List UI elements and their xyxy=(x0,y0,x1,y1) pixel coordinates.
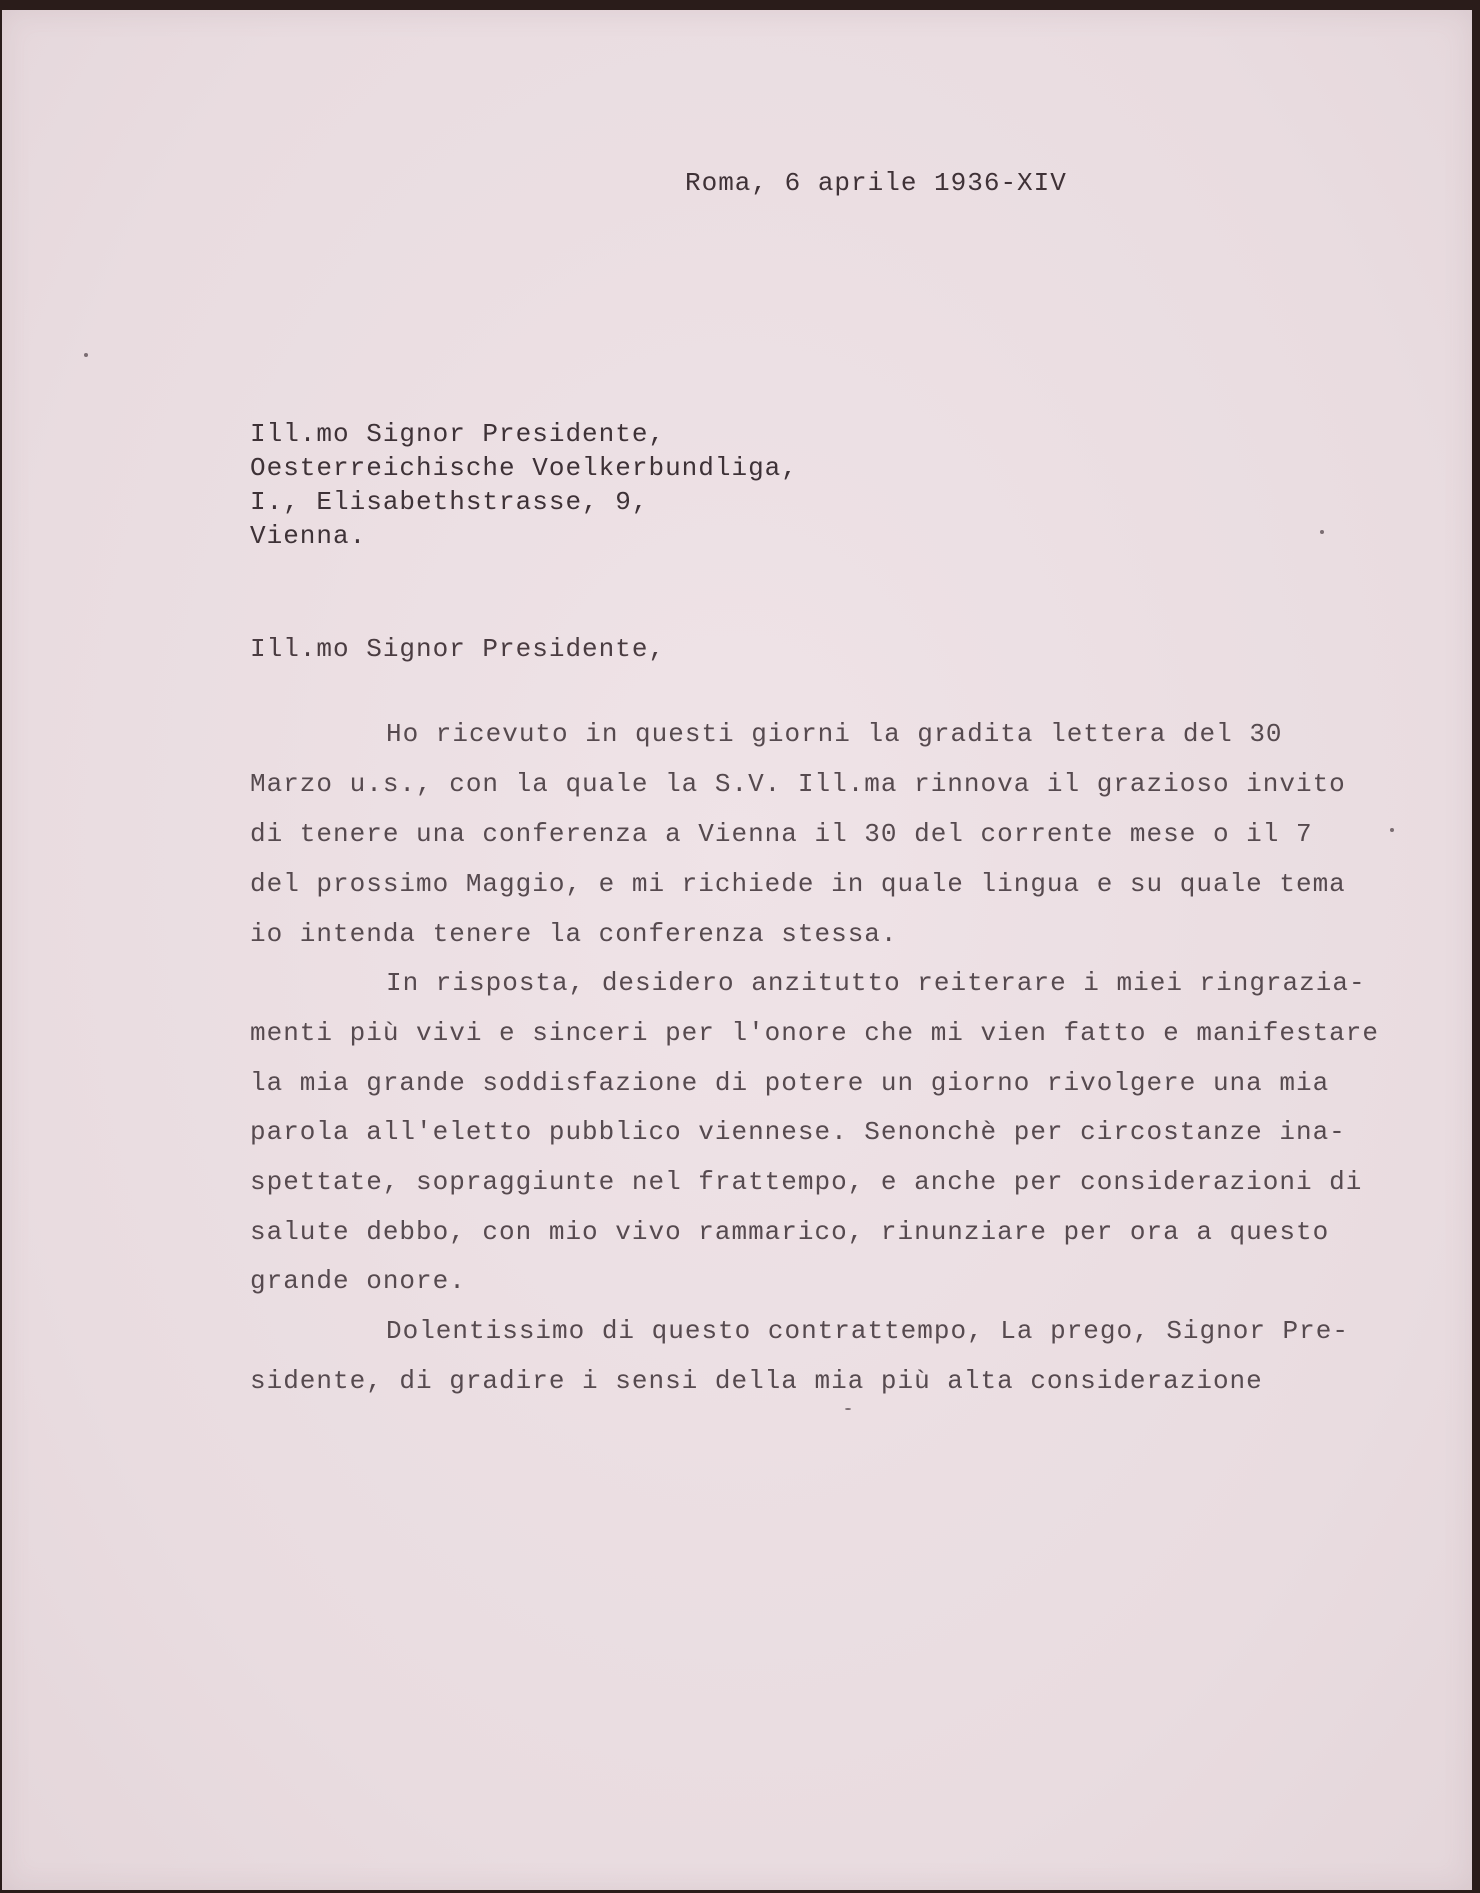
letter-page xyxy=(2,10,1472,1890)
paper-speck xyxy=(1390,828,1394,832)
salutation: Ill.mo Signor Presidente, xyxy=(250,634,666,664)
body-line-3: di tenere una conferenza a Vienna il 30 del corrente mese o il 7 xyxy=(250,819,1313,849)
body-line-11: salute debbo, con mio vivo rammarico, rinunziare per ora a questo xyxy=(250,1217,1330,1247)
body-line-7: menti più vivi e sinceri per l'onore che mi vien fatto e manifestare xyxy=(250,1018,1379,1048)
body-line-2: Marzo u.s., con la quale la S.V. Ill.ma rinnova il grazioso invito xyxy=(250,769,1346,799)
body-line-8: la mia grande soddisfazione di potere un giorno rivolgere una mia xyxy=(250,1068,1330,1098)
body-line-9: parola all'eletto pubblico viennese. Senonchè per circostanze ina- xyxy=(250,1117,1346,1147)
body-line-12: grande onore. xyxy=(250,1266,466,1296)
body-line-1: Ho ricevuto in questi giorni la gradita lettera del 30 xyxy=(386,719,1283,749)
paper-speck xyxy=(1320,530,1324,534)
body-line-5: io intenda tenere la conferenza stessa. xyxy=(250,919,898,949)
body-line-6: In risposta, desidero anzitutto reiterare i miei ringrazia- xyxy=(386,968,1366,998)
paper-speck xyxy=(845,1408,851,1410)
body-line-13: Dolentissimo di questo contrattempo, La prego, Signor Pre- xyxy=(386,1316,1349,1346)
letter-date: Roma, 6 aprile 1936-XIV xyxy=(685,168,1067,198)
body-line-10: spettate, sopraggiunte nel frattempo, e anche per considerazioni di xyxy=(250,1167,1363,1197)
address-line-1: Ill.mo Signor Presidente, xyxy=(250,419,666,449)
body-line-4: del prossimo Maggio, e mi richiede in quale lingua e su quale tema xyxy=(250,869,1346,899)
paper-speck xyxy=(84,353,88,357)
address-line-2: Oesterreichische Voelkerbundliga, xyxy=(250,453,798,483)
address-line-4: Vienna. xyxy=(250,521,367,551)
body-line-14: sidente, di gradire i sensi della mia più alta considerazione xyxy=(250,1366,1263,1396)
address-line-3: I., Elisabethstrasse, 9, xyxy=(250,487,649,517)
